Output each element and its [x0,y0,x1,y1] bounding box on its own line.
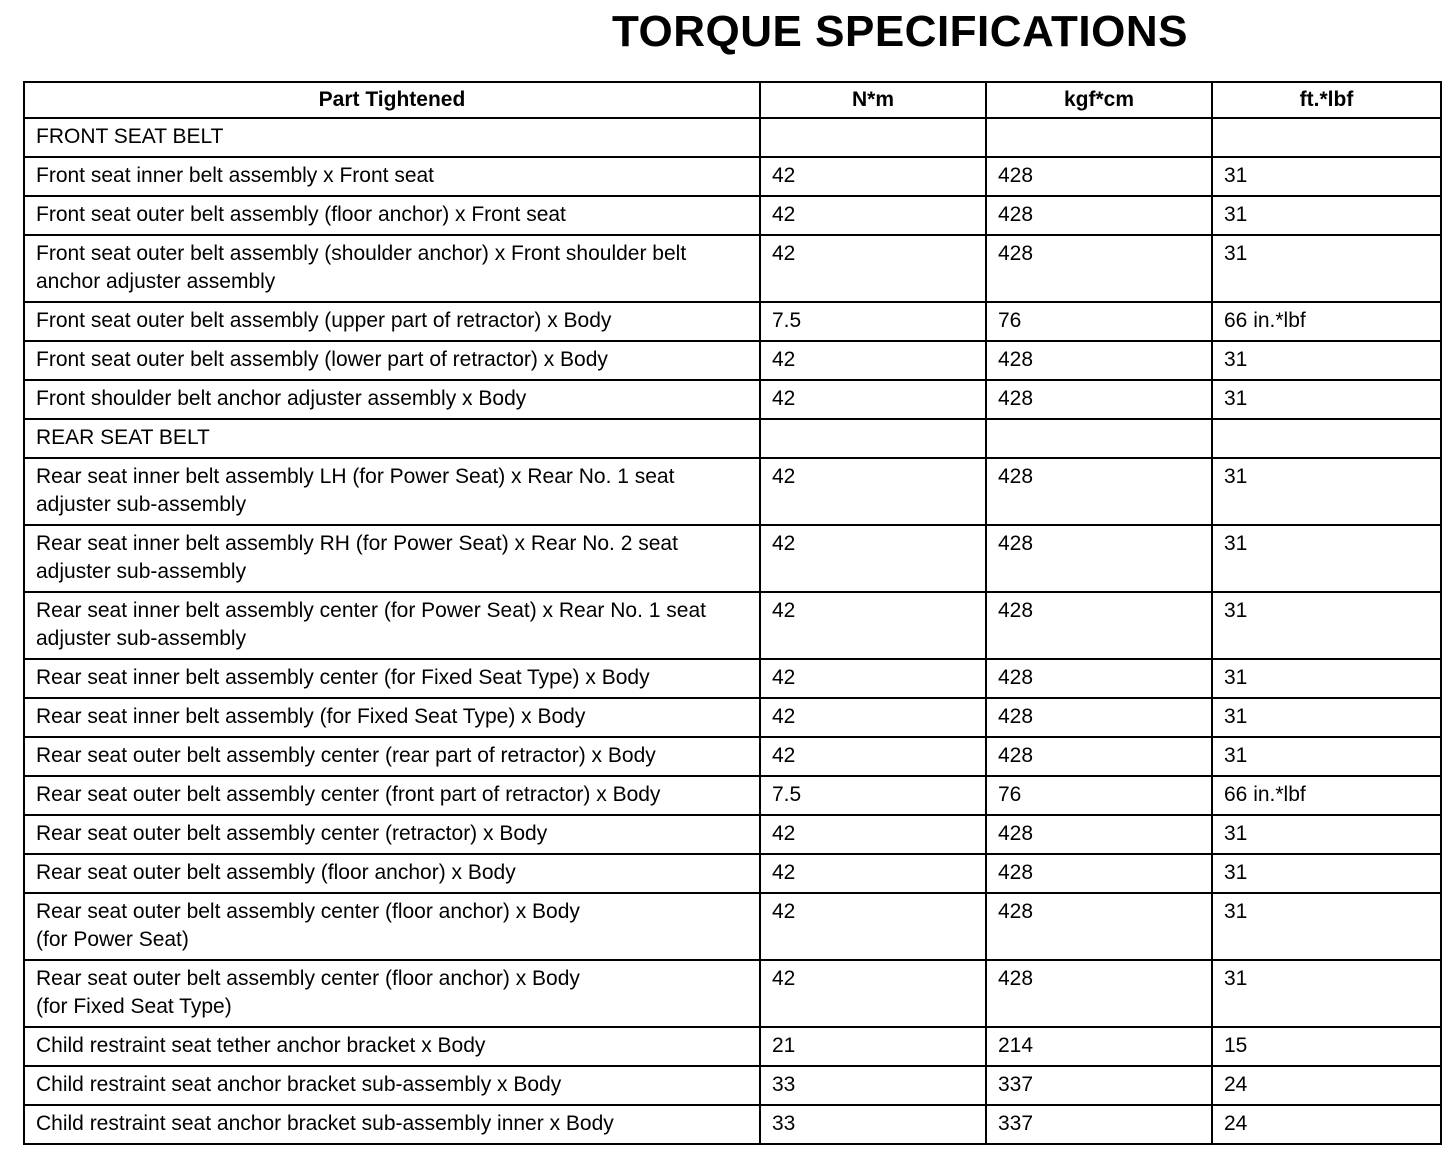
table-row [24,341,1441,380]
cell-part: Front seat outer belt assembly (shoulder anchor) x Front shoulder belt anchor adjuster assembly [24,235,760,302]
column-header-nm: N*m [760,82,986,118]
section-row [24,419,1441,458]
cell-ft [1212,118,1441,157]
cell-nm: 42 [760,854,986,893]
cell-kgf: 428 [986,380,1212,419]
cell-ft: 31 [1212,525,1441,592]
cell-kgf: 428 [986,893,1212,960]
cell-kgf: 428 [986,698,1212,737]
cell-nm: 21 [760,1027,986,1066]
cell-part: Child restraint seat anchor bracket sub-assembly x Body [24,1066,760,1105]
cell-ft: 24 [1212,1105,1441,1144]
cell-kgf: 428 [986,458,1212,525]
cell-part: Front seat inner belt assembly x Front seat [24,157,760,196]
cell-part: Rear seat inner belt assembly LH (for Power Seat) x Rear No. 1 seat adjuster sub-assembly [24,458,760,525]
table-row [24,815,1441,854]
cell-ft: 31 [1212,341,1441,380]
cell-part: Front seat outer belt assembly (floor anchor) x Front seat [24,196,760,235]
table-body [24,118,1441,1144]
cell-part: Child restraint seat tether anchor bracket x Body [24,1027,760,1066]
cell-nm: 42 [760,235,986,302]
table-row [24,235,1441,302]
cell-nm: 42 [760,659,986,698]
cell-kgf: 428 [986,525,1212,592]
cell-kgf: 428 [986,659,1212,698]
table-row [24,196,1441,235]
cell-ft: 31 [1212,698,1441,737]
table-row [24,157,1441,196]
cell-nm: 42 [760,592,986,659]
table-row [24,592,1441,659]
table-row [24,380,1441,419]
section-row [24,118,1441,157]
cell-nm: 33 [760,1066,986,1105]
cell-nm: 42 [760,960,986,1027]
cell-kgf: 428 [986,815,1212,854]
cell-ft: 31 [1212,235,1441,302]
cell-ft: 31 [1212,380,1441,419]
cell-ft: 66 in.*lbf [1212,776,1441,815]
cell-ft: 24 [1212,1066,1441,1105]
cell-nm: 42 [760,380,986,419]
cell-part: Rear seat outer belt assembly center (floor anchor) x Body (for Power Seat) [24,893,760,960]
cell-kgf: 428 [986,960,1212,1027]
column-header-ft: ft.*lbf [1212,82,1441,118]
cell-kgf [986,118,1212,157]
table-row [24,698,1441,737]
page-title: TORQUE SPECIFICATIONS [611,7,1189,56]
cell-kgf: 428 [986,737,1212,776]
table-row [24,960,1441,1027]
header-row [24,82,1441,118]
table-row [24,776,1441,815]
cell-part: Front seat outer belt assembly (lower part of retractor) x Body [24,341,760,380]
cell-kgf: 337 [986,1105,1212,1144]
cell-nm: 42 [760,157,986,196]
cell-ft: 31 [1212,893,1441,960]
cell-nm [760,419,986,458]
cell-kgf: 428 [986,157,1212,196]
cell-ft: 31 [1212,737,1441,776]
table-row [24,1105,1441,1144]
cell-kgf: 428 [986,196,1212,235]
torque-table [23,81,1442,1145]
cell-kgf: 214 [986,1027,1212,1066]
cell-part: Rear seat inner belt assembly (for Fixed Seat Type) x Body [24,698,760,737]
cell-part: Front seat outer belt assembly (upper part of retractor) x Body [24,302,760,341]
cell-nm [760,118,986,157]
cell-nm: 42 [760,341,986,380]
cell-part: Rear seat inner belt assembly RH (for Power Seat) x Rear No. 2 seat adjuster sub-assembly [24,525,760,592]
cell-ft: 31 [1212,196,1441,235]
table-row [24,458,1441,525]
cell-part: Rear seat inner belt assembly center (for Fixed Seat Type) x Body [24,659,760,698]
cell-ft: 31 [1212,458,1441,525]
cell-part: Rear seat outer belt assembly center (rear part of retractor) x Body [24,737,760,776]
cell-ft: 31 [1212,659,1441,698]
cell-nm: 7.5 [760,776,986,815]
cell-part: Rear seat outer belt assembly center (front part of retractor) x Body [24,776,760,815]
table-row [24,1027,1441,1066]
cell-ft: 31 [1212,854,1441,893]
cell-part: Rear seat outer belt assembly center (retractor) x Body [24,815,760,854]
cell-part: REAR SEAT BELT [24,419,760,458]
column-header-part: Part Tightened [24,82,760,118]
cell-part: FRONT SEAT BELT [24,118,760,157]
cell-ft: 31 [1212,157,1441,196]
table-row [24,893,1441,960]
cell-nm: 42 [760,698,986,737]
cell-ft: 31 [1212,592,1441,659]
cell-kgf: 428 [986,854,1212,893]
cell-kgf: 337 [986,1066,1212,1105]
cell-kgf: 76 [986,776,1212,815]
cell-nm: 42 [760,815,986,854]
table-row [24,302,1441,341]
table-row [24,659,1441,698]
cell-nm: 42 [760,458,986,525]
cell-kgf: 428 [986,235,1212,302]
cell-ft: 31 [1212,960,1441,1027]
cell-nm: 33 [760,1105,986,1144]
cell-part: Rear seat inner belt assembly center (for Power Seat) x Rear No. 1 seat adjuster sub-assembly [24,592,760,659]
cell-nm: 42 [760,893,986,960]
cell-nm: 42 [760,737,986,776]
cell-ft: 15 [1212,1027,1441,1066]
table-row [24,525,1441,592]
cell-part: Rear seat outer belt assembly center (floor anchor) x Body (for Fixed Seat Type) [24,960,760,1027]
cell-ft: 66 in.*lbf [1212,302,1441,341]
cell-kgf: 428 [986,341,1212,380]
table-row [24,737,1441,776]
cell-kgf [986,419,1212,458]
table-row [24,1066,1441,1105]
cell-nm: 42 [760,525,986,592]
table-row [24,854,1441,893]
cell-part: Front shoulder belt anchor adjuster assembly x Body [24,380,760,419]
cell-kgf: 76 [986,302,1212,341]
cell-kgf: 428 [986,592,1212,659]
cell-nm: 7.5 [760,302,986,341]
cell-nm: 42 [760,196,986,235]
column-header-kgf: kgf*cm [986,82,1212,118]
cell-part: Child restraint seat anchor bracket sub-assembly inner x Body [24,1105,760,1144]
cell-part: Rear seat outer belt assembly (floor anchor) x Body [24,854,760,893]
cell-ft: 31 [1212,815,1441,854]
cell-ft [1212,419,1441,458]
